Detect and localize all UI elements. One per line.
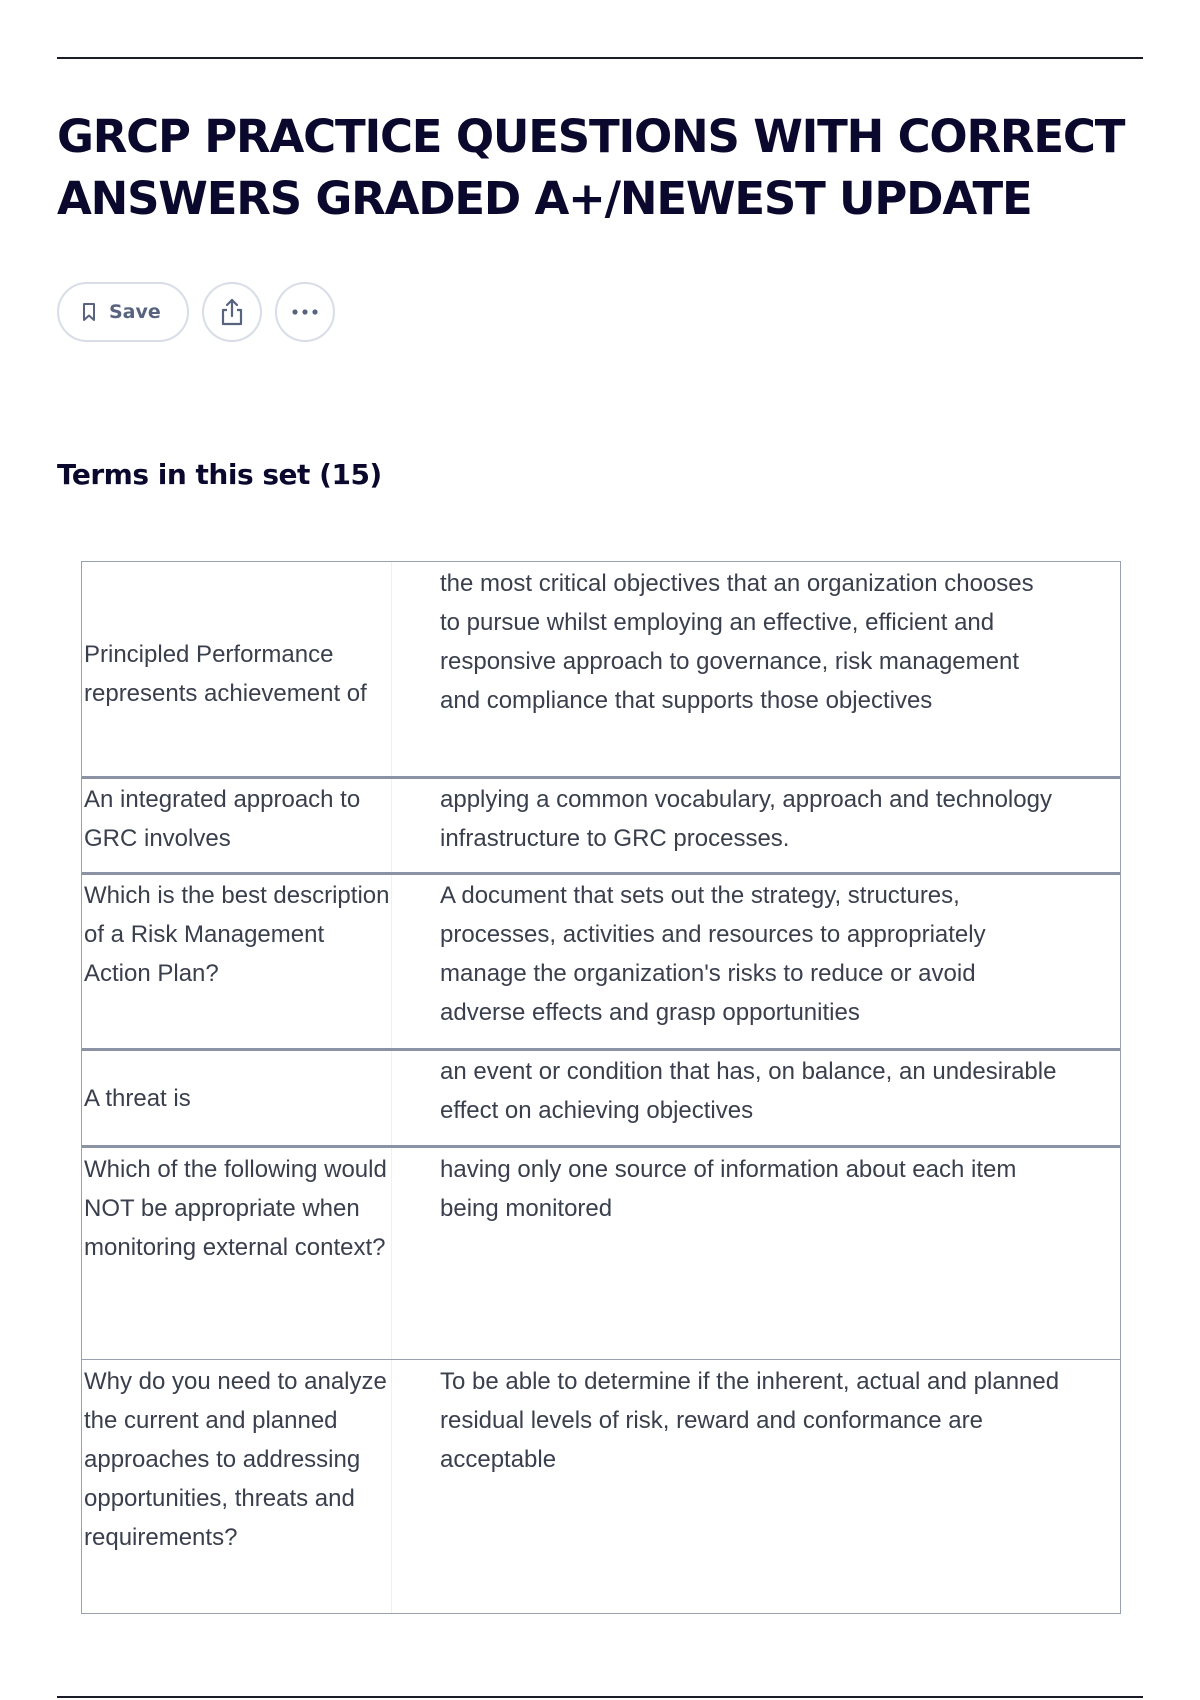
term-text: Why do you need to analyze the current and planned approaches to addressing opportunities, threats and requirements? (84, 1368, 387, 1551)
page-title (57, 106, 1147, 230)
share-icon (219, 297, 245, 327)
title-line-2: ANSWERS GRADED A+/NEWEST UPDATE (57, 172, 1032, 225)
top-divider (57, 57, 1143, 59)
term-row (82, 1359, 1120, 1613)
term-cell (82, 779, 392, 872)
more-options-button[interactable] (275, 282, 335, 342)
term-text: Principled Performance represents achievement of (84, 641, 367, 707)
definition-text: applying a common vocabulary, approach and technology infrastructure to GRC processes. (440, 786, 1052, 852)
term-cell (82, 562, 392, 776)
term-cell (82, 1051, 392, 1145)
term-row (82, 562, 1120, 776)
definition-cell (392, 1051, 1120, 1145)
definition-text: an event or condition that has, on balance, an undesirable effect on achieving objectives (440, 1058, 1057, 1124)
term-text: An integrated approach to GRC involves (84, 786, 361, 852)
terms-list (81, 561, 1121, 1614)
definition-text: the most critical objectives that an organization chooses to pursue whilst employing an effective, efficient and responsive approach to governance, risk management and compliance that supports those objectives (440, 570, 1034, 714)
term-cell (82, 1360, 392, 1613)
term-row (82, 1145, 1120, 1359)
definition-cell (392, 779, 1120, 872)
term-text: A threat is (84, 1084, 191, 1112)
term-cell (82, 875, 392, 1048)
more-options-icon (291, 308, 319, 316)
save-label: Save (109, 301, 161, 323)
definition-text: A document that sets out the strategy, structures, processes, activities and resources to appropriately manage the organization's risks to reduce or avoid adverse effects and grasp opportunities (440, 882, 986, 1026)
definition-cell (392, 875, 1120, 1048)
definition-text: To be able to determine if the inherent, actual and planned residual levels of risk, reward and conformance are acceptable (440, 1368, 1060, 1473)
set-actions (57, 282, 335, 342)
bottom-divider (57, 1696, 1143, 1698)
definition-cell (392, 562, 1120, 776)
definition-cell (392, 1148, 1120, 1359)
save-button[interactable] (57, 282, 189, 342)
term-row (82, 1048, 1120, 1145)
definition-cell (392, 1360, 1120, 1613)
definition-text: having only one source of information about each item being monitored (440, 1156, 1017, 1222)
bookmark-icon (81, 302, 97, 322)
terms-heading: Terms in this set (15) (57, 458, 382, 491)
share-button[interactable] (202, 282, 262, 342)
term-cell (82, 1148, 392, 1359)
term-row (82, 872, 1120, 1048)
title-line-1: GRCP PRACTICE QUESTIONS WITH CORRECT (57, 110, 1125, 163)
term-row (82, 776, 1120, 872)
term-text: Which of the following would NOT be appropriate when monitoring external context? (84, 1156, 387, 1261)
term-text: Which is the best description of a Risk Management Action Plan? (84, 882, 390, 987)
